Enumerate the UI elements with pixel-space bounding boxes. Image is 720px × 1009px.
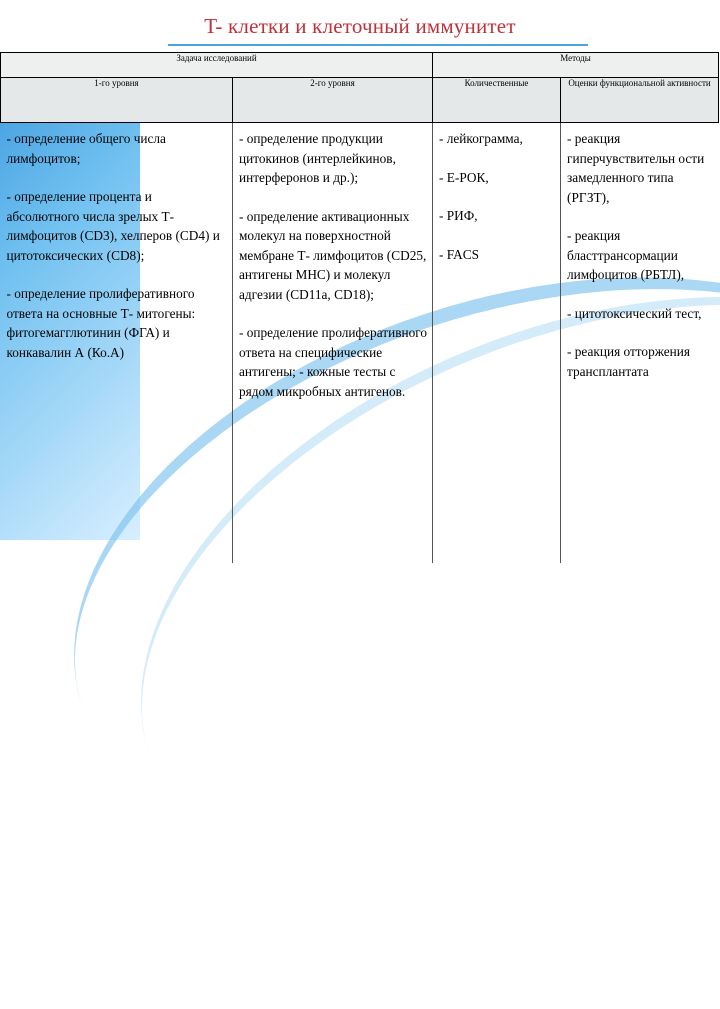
title-underline <box>168 44 588 46</box>
title-bar <box>0 0 720 52</box>
column-quantitative <box>433 123 561 564</box>
functional-item: - реакция гиперчувствительн ости замедленного типа (РГЗТ), <box>567 131 705 205</box>
level1-item: - определение общего числа лимфоцитов; <box>6 131 166 166</box>
header-quantitative: Количественные <box>433 78 561 123</box>
level2-item: - определение пролиферативного ответа на специфические антигены; - кожные тесты с рядом микробных антигенов. <box>239 325 428 399</box>
header-level2: 2-го уровня <box>233 78 433 123</box>
header-group-row <box>1 53 719 78</box>
header-tasks: Задача исследований <box>1 53 433 78</box>
quantitative-item: - Е-РОК, <box>439 169 489 185</box>
column-level2 <box>233 123 433 564</box>
quantitative-item: - РИФ, <box>439 208 478 223</box>
header-functional: Оценки функциональной активности <box>561 78 719 123</box>
level1-item: - определение пролиферативного ответа на основные Т- митогены: фитогемагглютинин (ФГА) и конкавалин А (Ко.А) <box>6 286 196 360</box>
functional-item: - цитотоксический тест, <box>567 305 702 321</box>
level1-item: - определение процента и абсолютного числа зрелых Т-лимфоцитов (CD3), хелперов (CD4) и цитотоксических (CD8); <box>6 189 220 263</box>
level2-item: - определение активационных молекул на поверхностной мембране Т- лимфоцитов (CD25, антигены МНС) и молекул адгезии (CD11a, CD18); <box>239 208 427 302</box>
functional-item: - реакция бласттрансормации лимфоцитов (РБТЛ), <box>567 228 685 282</box>
header-level1: 1-го уровня <box>1 78 233 123</box>
quantitative-item: - FACS <box>439 246 480 262</box>
table-body-row <box>1 123 719 564</box>
immunity-table <box>0 52 719 563</box>
quantitative-item: - лейкограмма, <box>439 131 523 146</box>
column-level1 <box>1 123 233 564</box>
header-columns-row <box>1 78 719 123</box>
functional-item: - реакция отторжения трансплантата <box>567 344 690 379</box>
level2-item: - определение продукции цитокинов (интерлейкинов, интерферонов и др.); <box>239 131 396 185</box>
slide-title: T- клетки и клеточный иммунитет <box>204 14 516 38</box>
column-functional <box>561 123 719 564</box>
header-methods: Методы <box>433 53 719 78</box>
